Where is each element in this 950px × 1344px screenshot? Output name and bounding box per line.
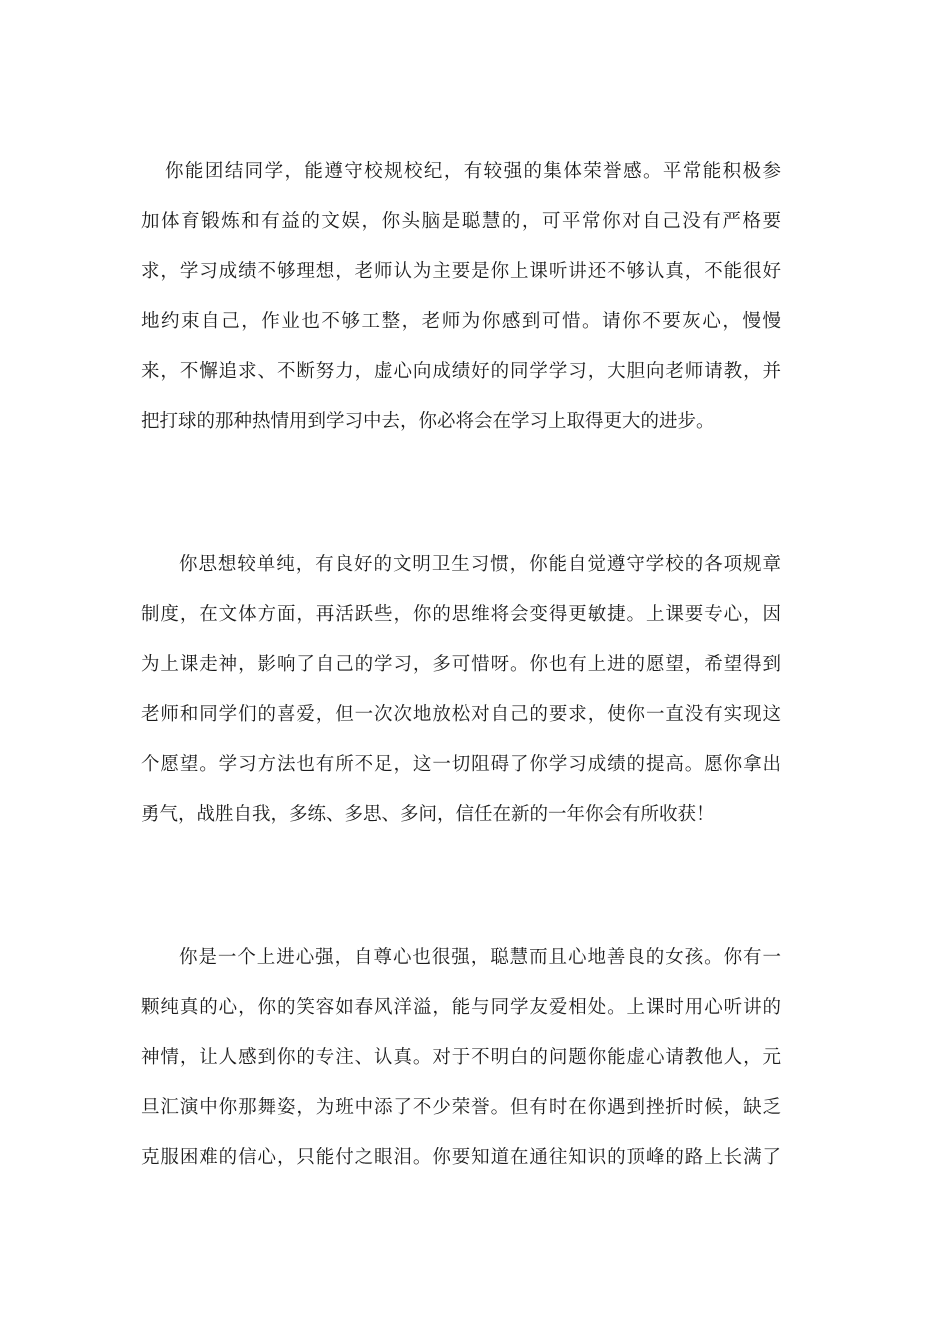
paragraph-line: 你思想较单纯，有良好的文明卫生习惯，你能自觉遵守学校的各项规章 [179, 554, 781, 575]
paragraph-line: 制度，在文体方面，再活跃些，你的思维将会变得更敏捷。上课要专心，因 [141, 604, 781, 625]
paragraph-line: 地约束自己，作业也不够工整，老师为你感到可惜。请你不要灰心，慢慢 [141, 311, 781, 332]
paragraph-line: 克服困难的信心，只能付之眼泪。你要知道在通往知识的顶峰的路上长满了 [141, 1147, 781, 1168]
paragraph-line: 把打球的那种热情用到学习中去，你必将会在学习上取得更大的进步。 [141, 411, 715, 432]
paragraph-line: 求，学习成绩不够理想，老师认为主要是你上课听讲还不够认真，不能很好 [141, 261, 781, 282]
paragraph-line: 你是一个上进心强，自尊心也很强，聪慧而且心地善良的女孩。你有一 [179, 947, 781, 968]
paragraph-line: 颗纯真的心，你的笑容如春风洋溢，能与同学友爱相处。上课时用心听讲的 [141, 997, 781, 1018]
paragraph-line: 你能团结同学，能遵守校规校纪，有较强的集体荣誉感。平常能积极参 [165, 161, 781, 182]
paragraph-line: 旦汇演中你那舞姿，为班中添了不少荣誉。但有时在你遇到挫折时候，缺乏 [141, 1097, 781, 1118]
paragraph-line: 个愿望。学习方法也有所不足，这一切阻碍了你学习成绩的提高。愿你拿出 [141, 754, 781, 775]
paragraph-line: 老师和同学们的喜爱，但一次次地放松对自己的要求，使你一直没有实现这 [141, 704, 781, 725]
paragraph-line: 神情，让人感到你的专注、认真。对于不明白的问题你能虚心请教他人，元 [141, 1047, 781, 1068]
paragraph-line: 勇气，战胜自我，多练、多思、多问，信任在新的一年你会有所收获！ [141, 804, 715, 825]
paragraph-line: 来，不懈追求、不断努力，虚心向成绩好的同学学习，大胆向老师请教，并 [141, 361, 781, 382]
paragraph-line: 加体育锻炼和有益的文娱，你头脑是聪慧的，可平常你对自己没有严格要 [141, 211, 781, 232]
paragraph-line: 为上课走神，影响了自己的学习，多可惜呀。你也有上进的愿望，希望得到 [141, 654, 781, 675]
